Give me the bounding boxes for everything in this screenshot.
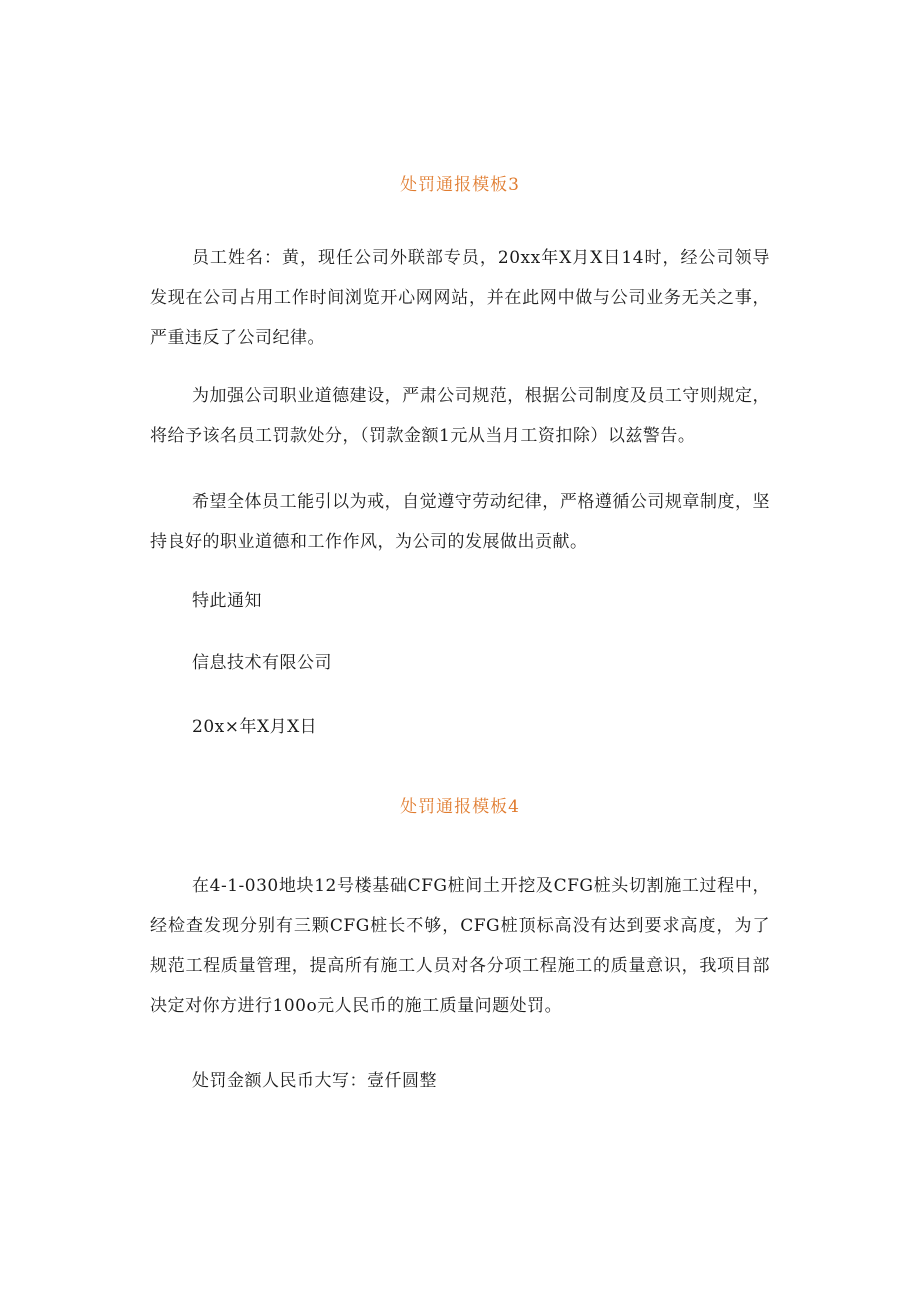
template-3-paragraph-3: 希望全体员工能引以为戒，自觉遵守劳动纪律，严格遵循公司规章制度，坚持良好的职业道德和工作作风，为公司的发展做出贡献。 [150, 492, 770, 552]
template-3-title: 处罚通报模板3 [400, 175, 520, 195]
closing-notice: 特此通知 [192, 591, 262, 611]
template-3-paragraph-1: 员工姓名：黄，现任公司外联部专员，20xx年X月X日14时，经公司领导发现在公司占用工作时间浏览开心网网站，并在此网中做与公司业务无关之事，严重违反了公司纪律。 [150, 248, 770, 348]
notice-date: 20x×年X月X日 [192, 717, 318, 737]
template-3-paragraph-2: 为加强公司职业道德建设，严肃公司规范，根据公司制度及员工守则规定，将给予该名员工罚款处分，（罚款金额1元从当月工资扣除）以兹警告。 [150, 386, 770, 446]
penalty-amount-line: 处罚金额人民币大写：壹仟圆整 [192, 1071, 437, 1091]
template-4-title: 处罚通报模板4 [400, 797, 520, 817]
company-name: 信息技术有限公司 [192, 653, 332, 673]
template-4-paragraph: 在4-1-030地块12号楼基础CFG桩间土开挖及CFG桩头切割施工过程中，经检查发现分别有三颗CFG桩长不够，CFG桩顶标高没有达到要求高度，为了规范工程质量管理，提高所有施工人员对各分项工程施工的质量意识，我项目部决定对你方进行100o元人民币的施工质量问题处罚。 [150, 876, 770, 1016]
